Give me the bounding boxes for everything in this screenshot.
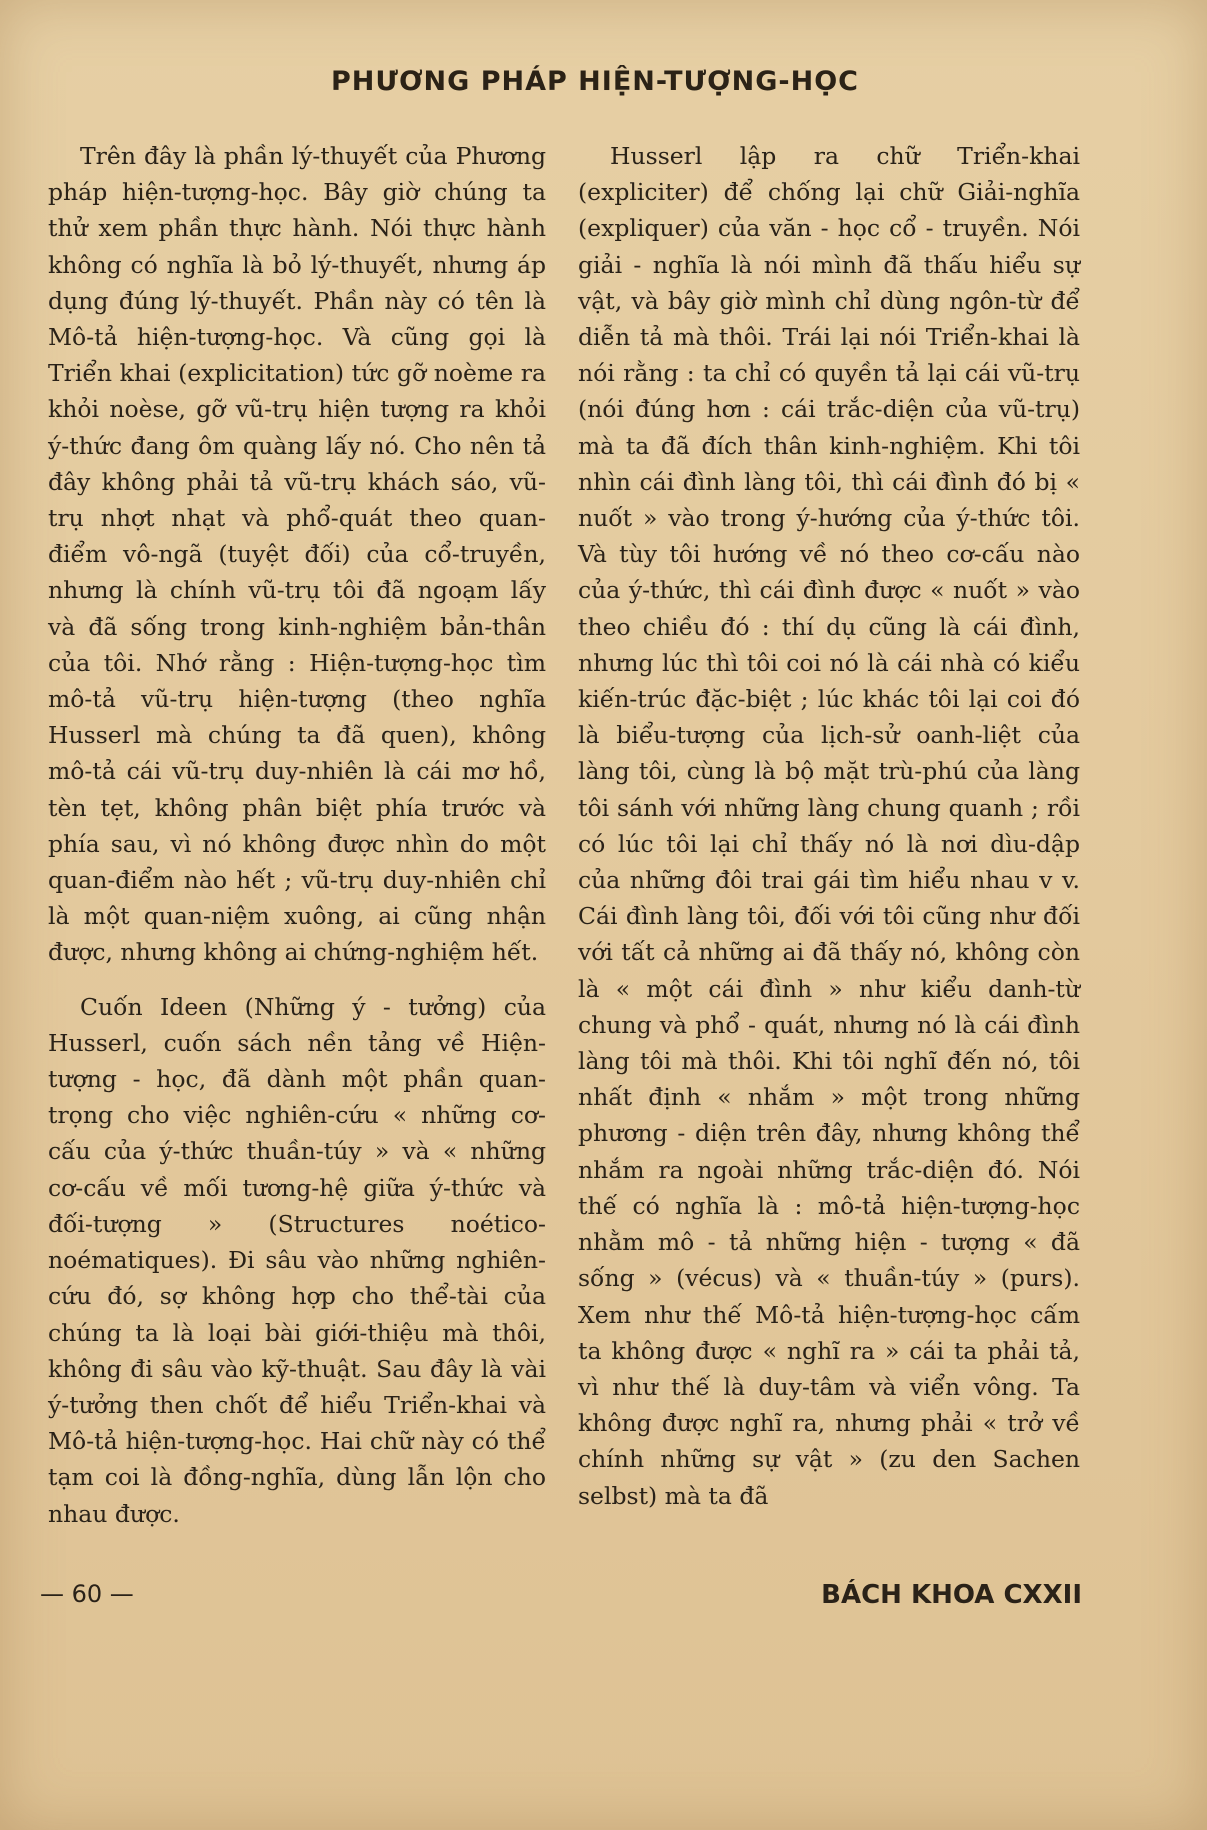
running-header: PHƯƠNG PHÁP HIỆN-TƯỢNG-HỌC (331, 66, 859, 97)
magazine-footer: BÁCH KHOA CXXII (821, 1580, 1082, 1610)
left-column (48, 138, 546, 1532)
paragraph: Husserl lập ra chữ Triển-khai (expliciter) để chống lại chữ Giải-nghĩa (expliquer) của văn - học cổ - truyền. Nói giải - nghĩa là nói mình đã thấu hiểu sự vật, và bây giờ mình chỉ dùng ngôn-từ để diễn tả mà thôi. Trái lại nói Triển-khai là nói rằng : ta chỉ có quyền tả lại cái vũ-trụ (nói đúng hơn : cái trắc-diện của vũ-trụ) mà ta đã đích thân kinh-nghiệm. Khi tôi nhìn cái đình làng tôi, thì cái đình đó bị « nuốt » vào trong ý-hướng của ý-thức tôi. Và tùy tôi hướng về nó theo cơ-cấu nào của ý-thức, thì cái đình được « nuốt » vào theo chiều đó : thí dụ cũng là cái đình, nhưng lúc thì tôi coi nó là cái nhà có kiểu kiến-trúc đặc-biệt ; lúc khác tôi lại coi đó là biểu-tượng của lịch-sử oanh-liệt của làng tôi, cùng là bộ mặt trù-phú của làng tôi sánh với những làng chung quanh ; rồi có lúc tôi lại chỉ thấy nó là nơi dìu-dập của những đôi trai gái tìm hiểu nhau v v. Cái đình làng tôi, đối với tôi cũng như đối với tất cả những ai đã thấy nó, không còn là « một cái đình » như kiểu danh-từ chung và phổ - quát, nhưng nó là cái đình làng tôi mà thôi. Khi tôi nghĩ đến nó, tôi nhất định « nhắm » một trong những phương - diện trên đây, nhưng không thể nhắm ra ngoài những trắc-diện đó. Nói thế có nghĩa là : mô-tả hiện-tượng-học nhằm mô - tả những hiện - tượng « đã sống » (vécus) và « thuần-túy » (purs). Xem như thế Mô-tả hiện-tượng-học cấm ta không được « nghĩ ra » cái ta phải tả, vì như thế là duy-tâm và viển vông. Ta không được nghĩ ra, nhưng phải « trở về chính những sự vật » (zu den Sachen selbst) mà ta đã (578, 142, 1080, 1510)
page-number: — 60 — (40, 1580, 134, 1608)
paragraph: Trên đây là phần lý-thuyết của Phương pháp hiện-tượng-học. Bây giờ chúng ta thử xem phần thực hành. Nói thực hành không có nghĩa là bỏ lý-thuyết, nhưng áp dụng đúng lý-thuyết. Phần này có tên là Mô-tả hiện-tượng-học. Và cũng gọi là Triển khai (explicitation) tức gỡ noème ra khỏi noèse, gỡ vũ-trụ hiện tượng ra khỏi ý-thức đang ôm quàng lấy nó. Cho nên tả đây không phải tả vũ-trụ khách sáo, vũ-trụ nhợt nhạt và phổ-quát theo quan-điểm vô-ngã (tuyệt đối) của cổ-truyền, nhưng là chính vũ-trụ tôi đã ngoạm lấy và đã sống trong kinh-nghiệm bản-thân của tôi. Nhớ rằng : Hiện-tượng-học tìm mô-tả vũ-trụ hiện-tượng (theo nghĩa Husserl mà chúng ta đã quen), không mô-tả cái vũ-trụ duy-nhiên là cái mơ hồ, tèn tẹt, không phân biệt phía trước và phía sau, vì nó không được nhìn do một quan-điểm nào hết ; vũ-trụ duy-nhiên chỉ là một quan-niệm xuông, ai cũng nhận được, nhưng không ai chứng-nghiệm hết. (48, 142, 546, 967)
paragraph: Cuốn Ideen (Những ý - tưởng) của Husserl, cuốn sách nền tảng về Hiện-tượng - học, đã dành một phần quan-trọng cho việc nghiên-cứu « những cơ-cấu của ý-thức thuần-túy » và « những cơ-cấu về mối tương-hệ giữa ý-thức và đối-tượng » (Structures noético-noématiques). Đi sâu vào những nghiên-cứu đó, sợ không hợp cho thể-tài của chúng ta là loại bài giới-thiệu mà thôi, không đi sâu vào kỹ-thuật. Sau đây là vài ý-tưởng then chốt để hiểu Triển-khai và Mô-tả hiện-tượng-học. Hai chữ này có thể tạm coi là đồng-nghĩa, dùng lẫn lộn cho nhau được. (48, 992, 546, 1528)
right-column (578, 138, 1080, 1514)
